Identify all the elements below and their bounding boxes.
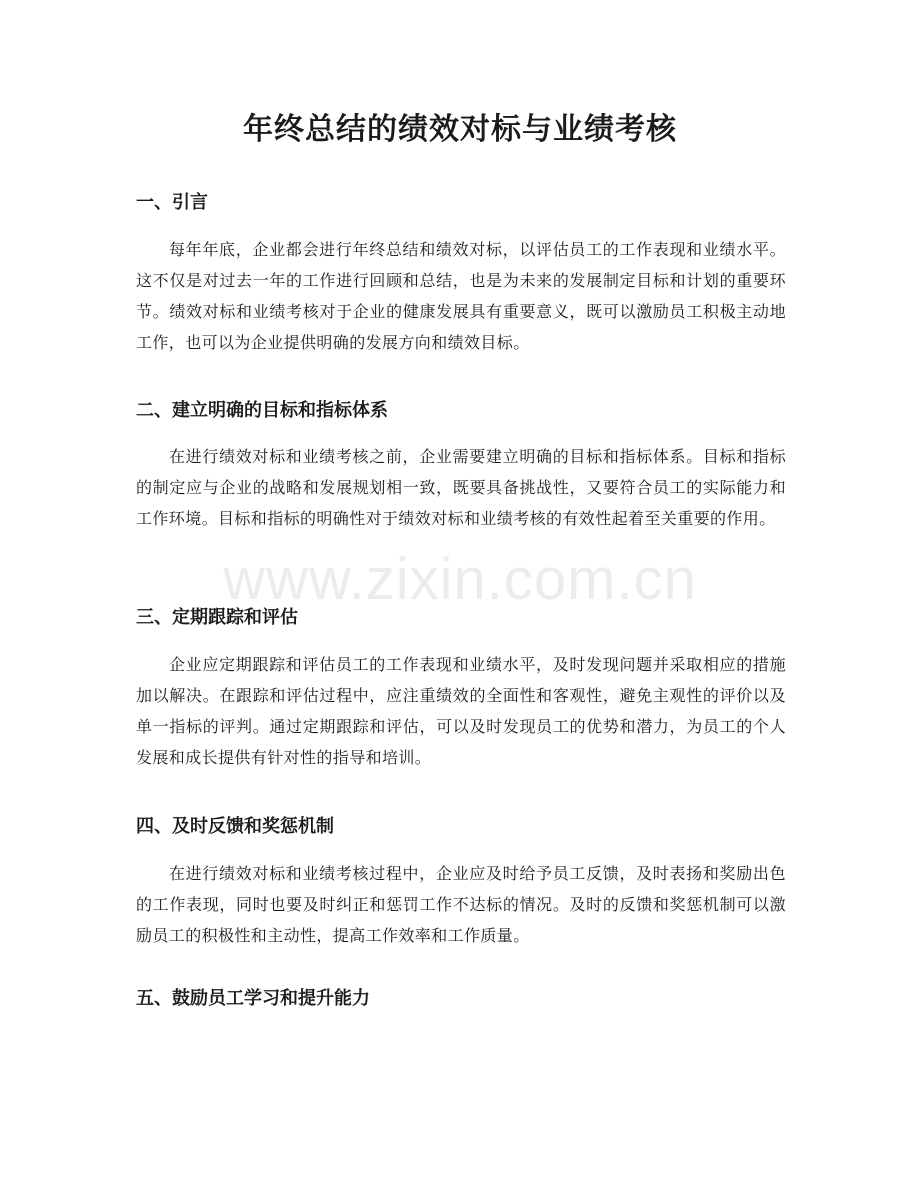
watermark: www.zixin.com.cn — [223, 547, 697, 612]
section-paragraph-tracking: 企业应定期跟踪和评估员工的工作表现和业绩水平，及时发现问题并采取相应的措施加以解决。在跟踪和评估过程中，应注重绩效的全面性和客观性，避免主观性的评价以及单一指标的评判。通过定期跟踪和评估，可以及时发现员工的优势和潜力，为员工的个人发展和成长提供有针对性的指导和培训。 — [136, 655, 786, 767]
section-heading-learning: 五、鼓励员工学习和提升能力 — [136, 988, 370, 1009]
section-paragraph-introduction: 每年年底，企业都会进行年终总结和绩效对标，以评估员工的工作表现和业绩水平。这不仅是对过去一年的工作进行回顾和总结，也是为未来的发展制定目标和计划的重要环节。绩效对标和业绩考核对于企业的健康发展具有重要意义，既可以激励员工积极主动地工作，也可以为企业提供明确的发展方向和绩效目标。 — [136, 240, 786, 352]
section-heading-tracking: 三、定期跟踪和评估 — [136, 607, 298, 628]
section-heading-introduction: 一、引言 — [136, 192, 208, 213]
section-heading-goals: 二、建立明确的目标和指标体系 — [136, 400, 388, 421]
section-paragraph-feedback: 在进行绩效对标和业绩考核过程中，企业应及时给予员工反馈，及时表扬和奖励出色的工作表现，同时也要及时纠正和惩罚工作不达标的情况。及时的反馈和奖惩机制可以激励员工的积极性和主动性，提高工作效率和工作质量。 — [136, 864, 786, 945]
document-title: 年终总结的绩效对标与业绩考核 — [243, 112, 677, 147]
section-heading-feedback: 四、及时反馈和奖惩机制 — [136, 816, 334, 837]
section-paragraph-goals: 在进行绩效对标和业绩考核之前，企业需要建立明确的目标和指标体系。目标和指标的制定应与企业的战略和发展规划相一致，既要具备挑战性，又要符合员工的实际能力和工作环境。目标和指标的明确性对于绩效对标和业绩考核的有效性起着至关重要的作用。 — [136, 447, 786, 528]
